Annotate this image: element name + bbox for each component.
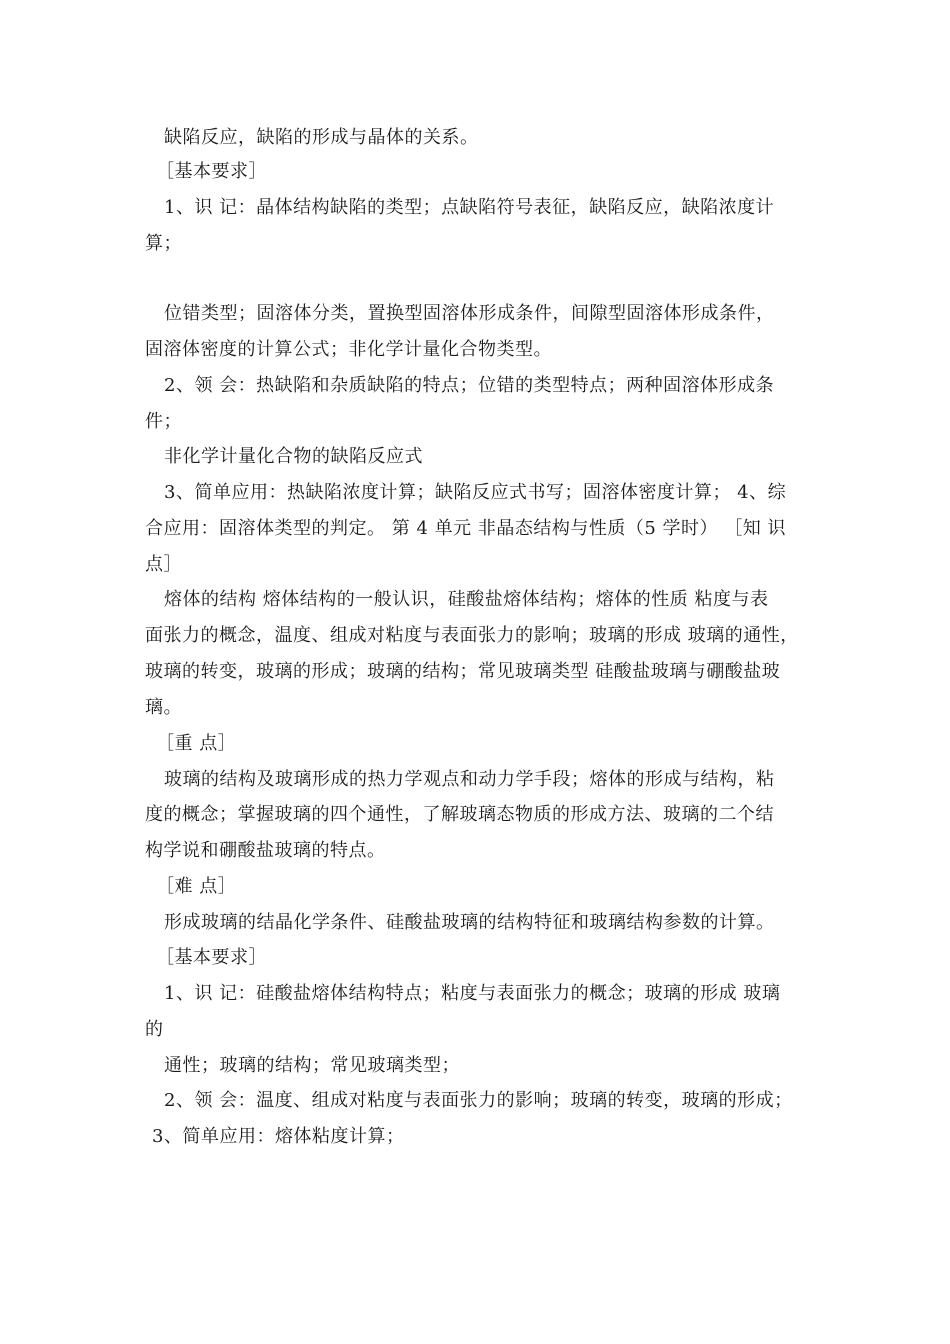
text-line: 通性；玻璃的结构；常见玻璃类型； (164, 1055, 460, 1076)
text-line: 固溶体密度的计算公式；非化学计量化合物类型。 (145, 339, 552, 360)
text-line: 3、简单应用：热缺陷浓度计算；缺陷反应式书写；固溶体密度计算； 4、综 (164, 482, 787, 503)
text-line: 件； (145, 411, 182, 432)
text-line: 2、领 会：热缺陷和杂质缺陷的特点；位错的类型特点；两种固溶体形成条 (164, 375, 775, 396)
section-heading: ［基本要求］ (156, 947, 267, 968)
text-line: 合应用：固溶体类型的判定。 第 4 单元 非晶态结构与性质（5 学时） ［知 识 (145, 518, 786, 539)
text-line: 非化学计量化合物的缺陷反应式 (164, 446, 423, 467)
section-heading: ［难 点］ (156, 876, 237, 897)
text-line: 玻璃的结构及玻璃形成的热力学观点和动力学手段；熔体的形成与结构，粘 (164, 769, 775, 790)
text-line: 1、识 记：硅酸盐熔体结构特点；粘度与表面张力的概念；玻璃的形成 玻璃 (164, 983, 781, 1004)
section-heading: ［基本要求］ (156, 161, 267, 182)
text-line: 的 (145, 1019, 164, 1040)
text-line: 位错类型；固溶体分类，置换型固溶体形成条件，间隙型固溶体形成条件， (164, 303, 775, 324)
text-line: 3、简单应用：熔体粘度计算； (152, 1126, 405, 1147)
text-line: 形成玻璃的结晶化学条件、硅酸盐玻璃的结构特征和玻璃结构参数的计算。 (164, 912, 775, 933)
text-line: 2、领 会：温度、组成对粘度与表面张力的影响；玻璃的转变，玻璃的形成； (164, 1090, 793, 1111)
text-line: 面张力的概念，温度、组成对粘度与表面张力的影响；玻璃的形成 玻璃的通性， (145, 625, 799, 646)
text-line: 熔体的结构 熔体结构的一般认识，硅酸盐熔体结构；熔体的性质 粘度与表 (164, 589, 769, 610)
text-line: 构学说和硼酸盐玻璃的特点。 (145, 840, 386, 861)
text-line: 缺陷反应，缺陷的形成与晶体的关系。 (164, 127, 479, 148)
text-line: 点］ (145, 554, 182, 575)
text-line: 度的概念；掌握玻璃的四个通性，了解玻璃态物质的形成方法、玻璃的二个结 (145, 804, 774, 825)
section-heading: ［重 点］ (156, 733, 237, 754)
text-line: 算； (145, 233, 182, 254)
text-line: 1、识 记：晶体结构缺陷的类型；点缺陷符号表征，缺陷反应，缺陷浓度计 (164, 197, 775, 218)
text-line: 玻璃的转变，玻璃的形成；玻璃的结构；常见玻璃类型 硅酸盐玻璃与硼酸盐玻 (145, 661, 781, 682)
text-line: 璃。 (145, 697, 182, 718)
